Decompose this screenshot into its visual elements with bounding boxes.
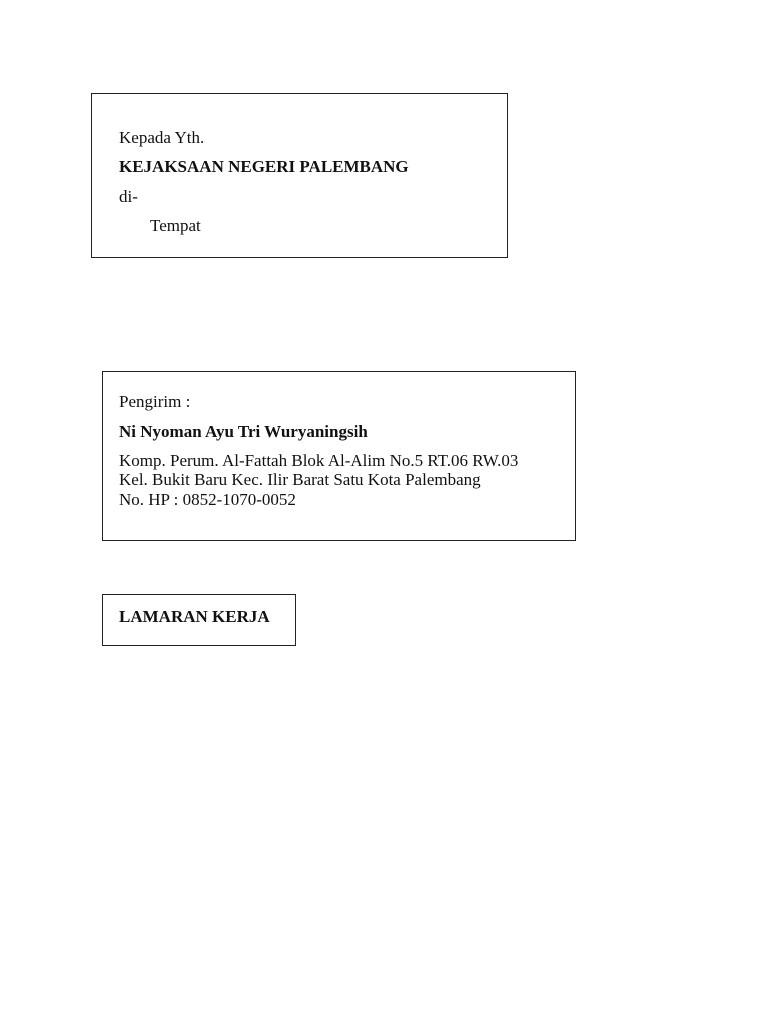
subject-box: [102, 594, 296, 646]
subject-title: LAMARAN KERJA: [119, 607, 270, 626]
recipient-di: di-: [119, 187, 138, 206]
sender-address-line: Komp. Perum. Al-Fattah Blok Al-Alim No.5 RT.06 RW.03: [119, 451, 519, 470]
recipient-box: [91, 93, 508, 258]
recipient-name: KEJAKSAAN NEGERI PALEMBANG: [119, 157, 409, 176]
sender-phone: No. HP : 0852-1070-0052: [119, 490, 296, 509]
recipient-greeting: Kepada Yth.: [119, 128, 205, 147]
sender-box: [102, 371, 576, 541]
recipient-place: Tempat: [150, 216, 201, 235]
sender-label: Pengirim :: [119, 392, 191, 411]
sender-address-line: Kel. Bukit Baru Kec. Ilir Barat Satu Kota Palembang: [119, 470, 481, 489]
sender-name: Ni Nyoman Ayu Tri Wuryaningsih: [119, 422, 368, 441]
